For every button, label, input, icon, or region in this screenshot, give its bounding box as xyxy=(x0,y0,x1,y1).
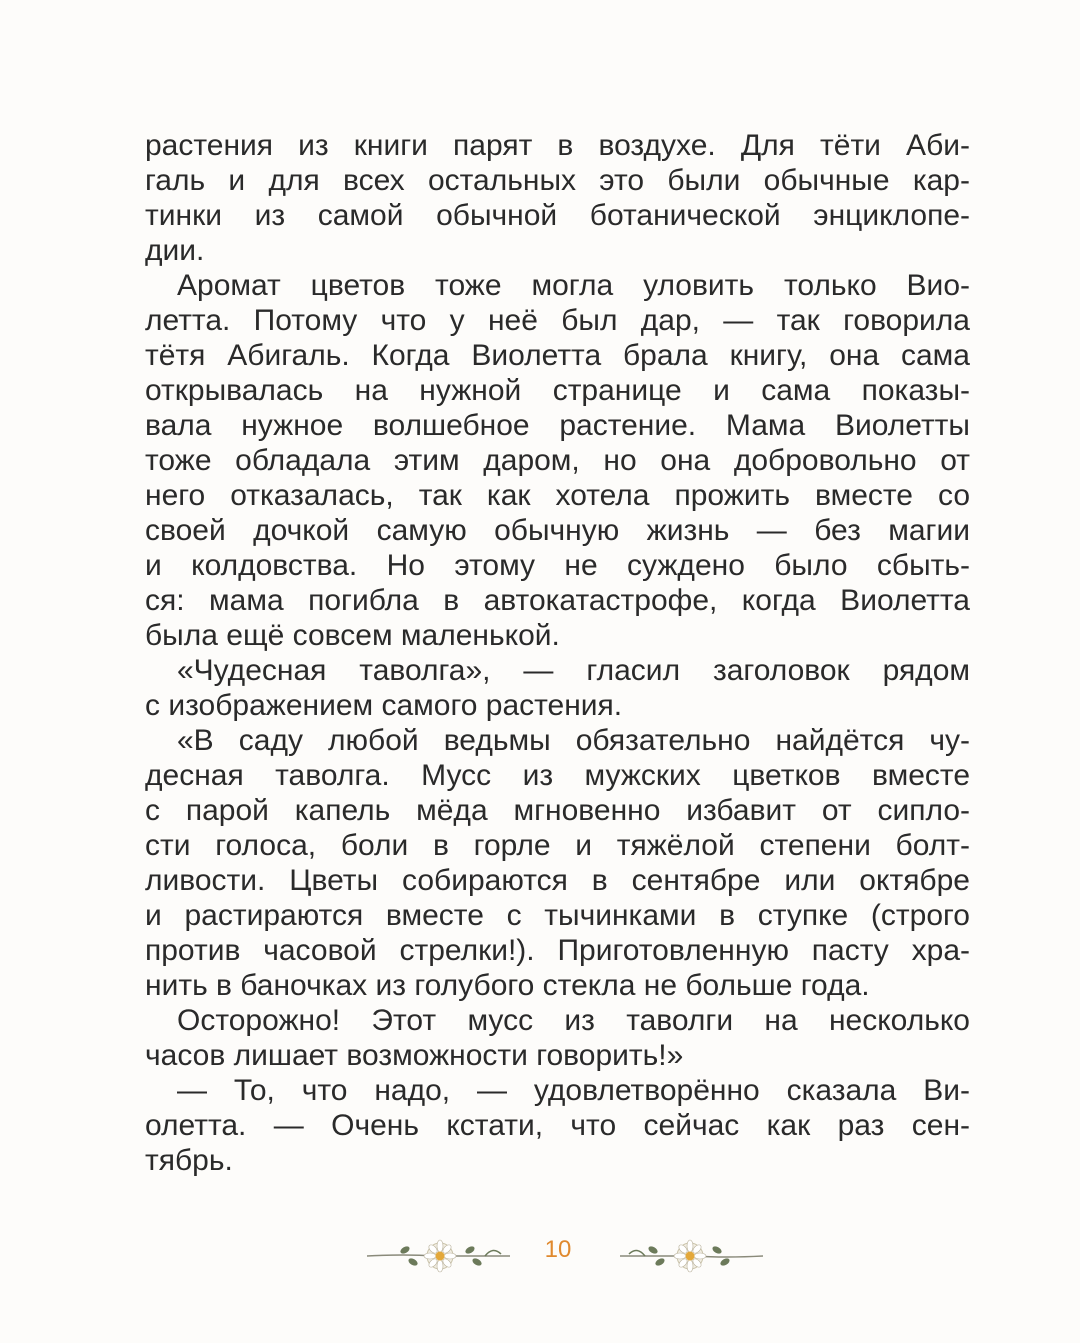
text-line: сти голоса, боли в горле и тяжёлой степени болт- xyxy=(145,829,970,862)
text-line: и колдовства. Но этому не суждено было сбыть- xyxy=(145,549,970,582)
text-line: с парой капель мёда мгновенно избавит от сипло- xyxy=(145,794,970,827)
paragraph xyxy=(145,1003,970,1073)
text-line: против часовой стрелки!). Приготовленную пасту хра- xyxy=(145,934,970,967)
text-line: «Чудесная таволга», — гласил заголовок рядом xyxy=(177,654,970,687)
paragraph xyxy=(145,268,970,653)
text-line: «В саду любой ведьмы обязательно найдётся чу- xyxy=(177,724,970,757)
text-line: тётя Абигаль. Когда Виолетта брала книгу, она сама xyxy=(145,339,970,372)
text-line: своей дочкой самую обычную жизнь — без магии xyxy=(145,514,970,547)
page-footer xyxy=(0,1232,1080,1282)
daisy-vine-ornament-right-icon xyxy=(615,1232,765,1282)
page-number: 10 xyxy=(544,1236,572,1263)
text-line: олетта. — Очень кстати, что сейчас как раз сен- xyxy=(145,1109,970,1142)
text-line: тинки из самой обычной ботанической энциклопе- xyxy=(145,199,970,232)
text-line: открывалась на нужной странице и сама показы- xyxy=(145,374,970,407)
paragraph xyxy=(145,653,970,723)
text-line: Осторожно! Этот мусс из таволги на несколько xyxy=(177,1004,970,1037)
text-line: — То, что надо, — удовлетворённо сказала Ви- xyxy=(177,1074,970,1107)
text-line: тоже обладала этим даром, но она добровольно от xyxy=(145,444,970,477)
daisy-vine-ornament-left-icon xyxy=(365,1232,515,1282)
body-text xyxy=(145,128,970,1178)
text-line: с изображением самого растения. xyxy=(145,689,623,722)
text-line: него отказалась, так как хотела прожить вместе со xyxy=(145,479,970,512)
text-line: вала нужное волшебное растение. Мама Виолетты xyxy=(145,409,970,442)
paragraph xyxy=(145,723,970,1003)
text-line: Аромат цветов тоже могла уловить только Вио- xyxy=(177,269,970,302)
text-line: дии. xyxy=(145,234,205,267)
text-line: ся: мама погибла в автокатастрофе, когда Виолетта xyxy=(145,584,970,617)
paragraph xyxy=(145,1073,970,1178)
text-line: галь и для всех остальных это были обычные кар- xyxy=(145,164,970,197)
text-line: и растираются вместе с тычинками в ступке (строго xyxy=(145,899,970,932)
text-line: десная таволга. Мусс из мужских цветков вместе xyxy=(145,759,970,792)
text-line: летта. Потому что у неё был дар, — так говорила xyxy=(145,304,970,337)
text-line: тябрь. xyxy=(145,1144,233,1177)
text-line: ливости. Цветы собираются в сентябре или октябре xyxy=(145,864,970,897)
text-line: растения из книги парят в воздухе. Для тёти Аби- xyxy=(145,129,970,162)
paragraph xyxy=(145,128,970,268)
text-line: часов лишает возможности говорить!» xyxy=(145,1039,684,1072)
text-line: была ещё совсем маленькой. xyxy=(145,619,560,652)
text-line: нить в баночках из голубого стекла не больше года. xyxy=(145,969,870,1002)
